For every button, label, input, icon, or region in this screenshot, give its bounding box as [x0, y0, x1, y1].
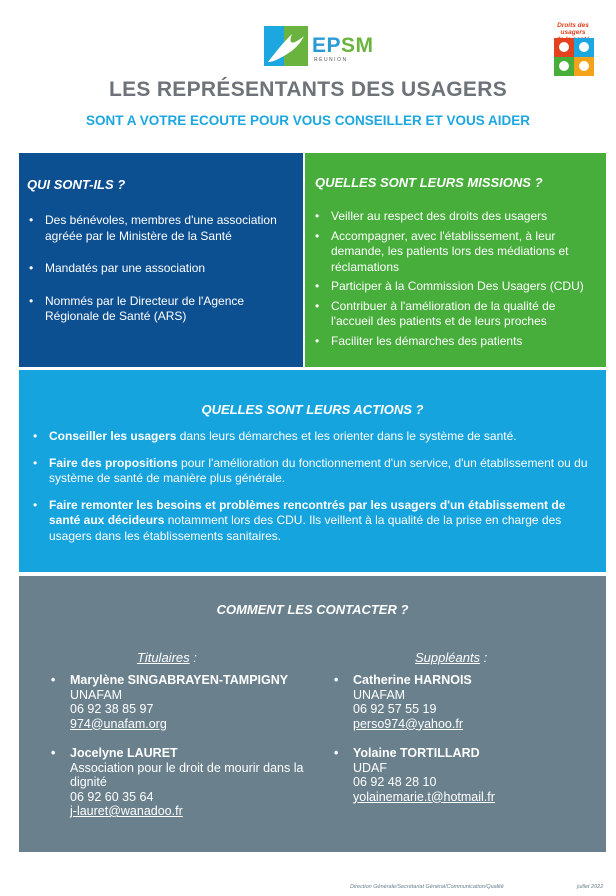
contact-phone[interactable]: 06 92 60 35 64 — [70, 789, 154, 804]
contact-card — [353, 673, 583, 731]
contact-name: • Yolaine TORTILLARD — [353, 746, 583, 761]
contact-email-link[interactable]: yolainemarie.t@hotmail.fr — [353, 789, 495, 804]
list-item: • Nommés par le Directeur de l'Agence Régionale de Santé (ARS) — [19, 294, 295, 325]
contact-phone[interactable]: 06 92 48 28 10 — [353, 775, 437, 789]
actions-list — [23, 429, 593, 555]
contact-heading: COMMENT LES CONTACTER ? — [216, 602, 409, 617]
contact-email-link[interactable]: perso974@yahoo.fr — [353, 716, 463, 731]
list-item: • Faciliter les démarches des patients — [305, 334, 599, 350]
list-item: • Mandatés par une association — [19, 261, 295, 277]
page-title: LES REPRÉSENTANTS DES USAGERS — [108, 78, 508, 101]
missions-heading: QUELLES SONT LEURS MISSIONS ? — [315, 175, 543, 190]
contact-card — [70, 673, 310, 731]
titulaires-heading: Titulaires : — [137, 650, 197, 665]
contact-org: Association pour le droit de mourir dans la dignité — [70, 760, 304, 789]
list-item: • Faire des propositions pour l'amélioration du fonctionnement d'un service, d'un établissement ou du système de santé de manière plus générale. — [23, 456, 593, 487]
contact-name: • Catherine HARNOIS — [353, 673, 583, 688]
suppleants-heading: Suppléants : — [415, 650, 488, 665]
contact-name: • Jocelyne LAURET — [70, 746, 310, 761]
contact-org: UNAFAM — [353, 687, 406, 702]
page-subtitle: SONT A VOTRE ECOUTE POUR VOUS CONSEILLER ET VOUS AIDER — [85, 113, 531, 128]
qui-heading: QUI SONT-ILS ? — [27, 177, 126, 192]
epsm-logo — [262, 22, 374, 72]
faces-icon — [554, 38, 594, 76]
list-item: • Veiller au respect des droits des usagers — [305, 209, 599, 225]
contact-phone[interactable]: 06 92 57 55 19 — [353, 702, 437, 716]
droits-usagers-badge — [546, 22, 600, 76]
contact-card — [353, 746, 583, 804]
list-item: • Conseiller les usagers dans leurs démarches et les orienter dans le système de santé. — [23, 429, 593, 445]
badge-text: Droits des usagers — [557, 22, 589, 36]
actions-heading: QUELLES SONT LEURS ACTIONS ? — [201, 402, 424, 417]
contact-email-link[interactable]: j-lauret@wanadoo.fr — [70, 804, 183, 818]
list-item: • Faire remonter les besoins et problèmes rencontrés par les usagers d'un établissement de santé aux décideurs notamment lors des CDU. Ils veillent à la qualité de la prise en charge des usagers dans les établissements sanitaires. — [23, 498, 593, 545]
epsm-region: RÉUNION — [314, 57, 348, 63]
contact-name: • Marylène SINGABRAYEN-TAMPIGNY — [70, 673, 310, 688]
contact-card — [70, 746, 310, 819]
missions-panel — [305, 153, 606, 367]
epsm-wordmark: EPSM — [312, 34, 374, 57]
contact-panel — [19, 576, 606, 852]
list-item: • Des bénévoles, membres d'une association agréée par le Ministère de la Santé — [19, 213, 295, 244]
qui-list — [19, 213, 295, 342]
contact-email-link[interactable]: 974@unafam.org — [70, 716, 167, 731]
qui-sont-ils-panel — [19, 153, 303, 367]
actions-panel — [19, 370, 606, 572]
footer-department: Direction Générale/Secrétariat Général/Communication/Qualité — [350, 884, 504, 890]
missions-list — [305, 209, 599, 353]
contact-phone[interactable]: 06 92 38 85 97 — [70, 702, 154, 716]
list-item: • Participer à la Commission Des Usagers (CDU) — [305, 279, 599, 295]
epsm-bird-icon — [262, 22, 312, 70]
list-item: • Contribuer à l'amélioration de la qualité de l'accueil des patients et de leurs proches — [305, 299, 599, 330]
footer-date: juillet 2022 — [577, 884, 604, 890]
contact-org: UDAF — [353, 760, 388, 775]
list-item: • Accompagner, avec l'établissement, à leur demande, les patients lors des médiations et réclamations — [305, 229, 599, 276]
contact-org: UNAFAM — [70, 687, 123, 702]
